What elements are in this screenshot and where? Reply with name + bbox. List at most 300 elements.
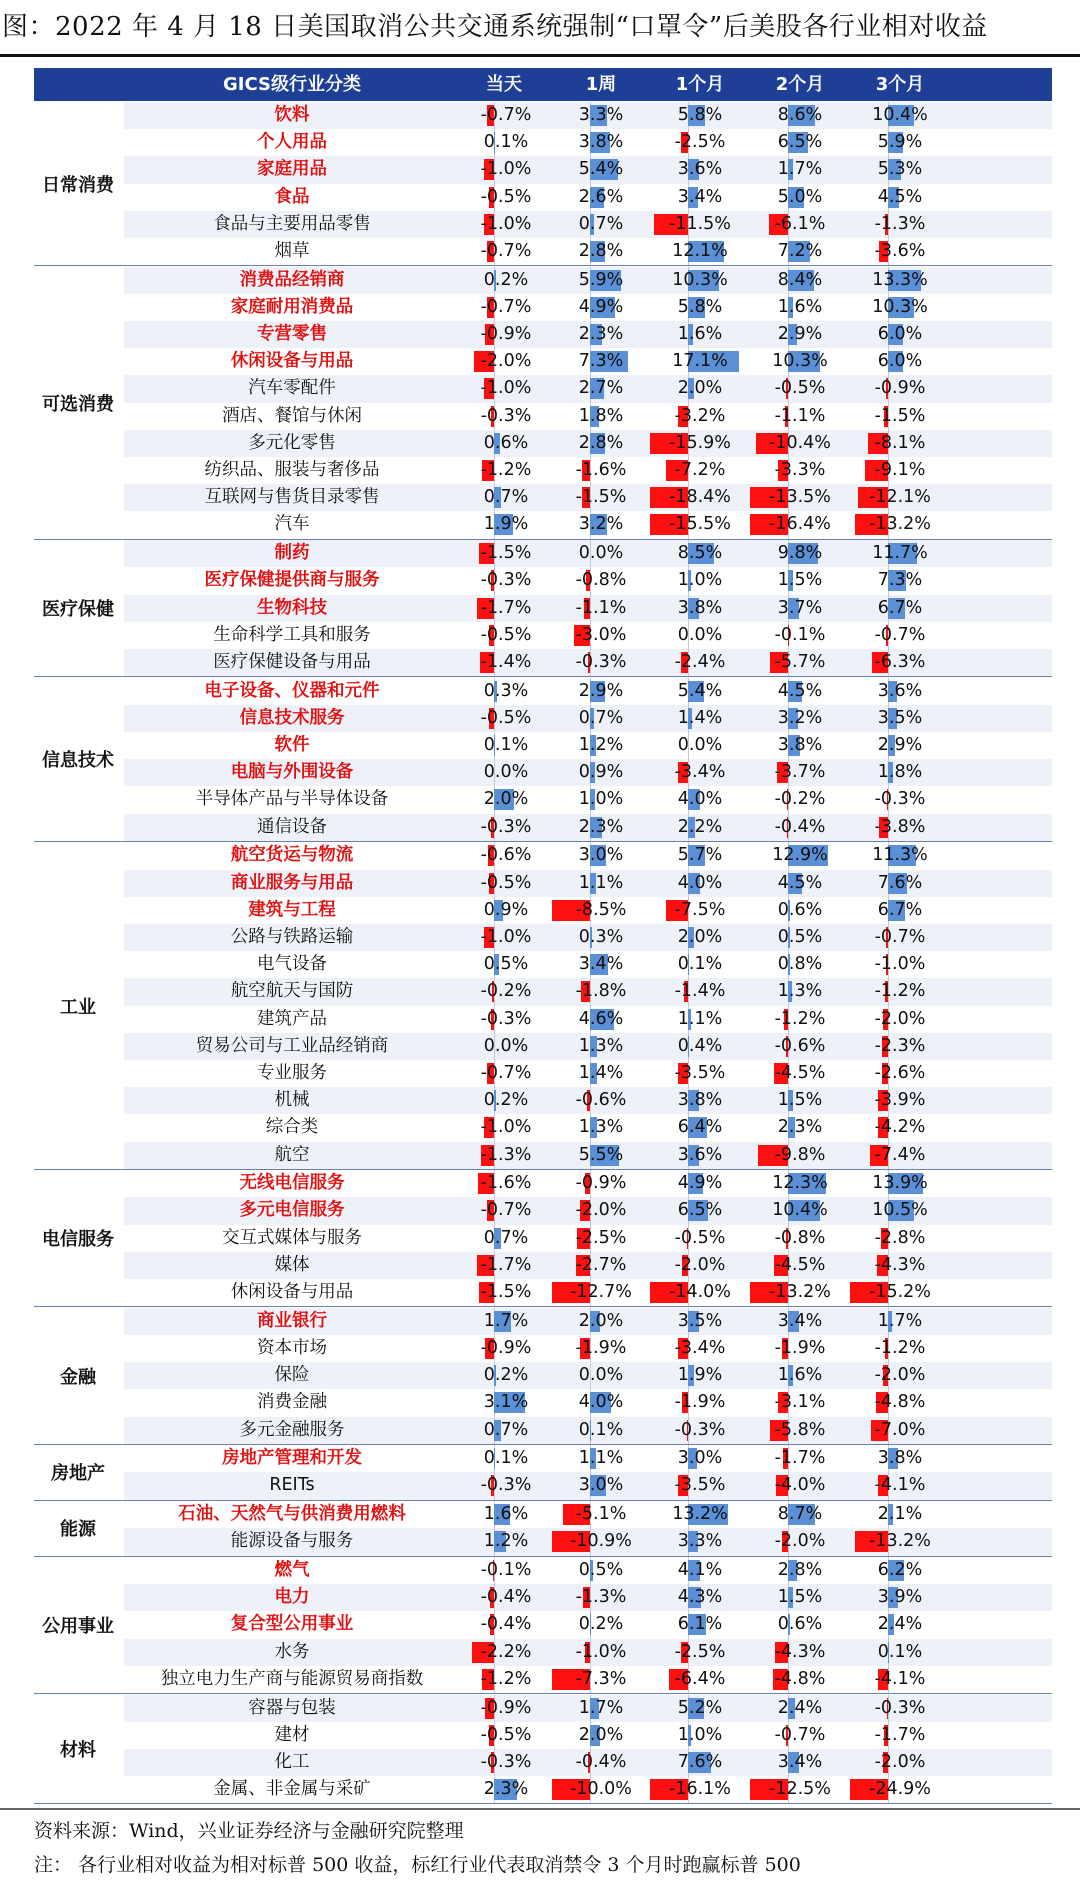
value-label: 0.7%: [483, 1227, 529, 1248]
value-label: -9.1%: [874, 460, 926, 481]
value-cell: [460, 649, 552, 676]
value-cell: [750, 540, 850, 567]
value-label: 2.0%: [578, 1724, 624, 1745]
industry-name: 保险: [274, 1365, 310, 1386]
header-5: 3个月: [875, 74, 925, 95]
value-label: 11.3%: [872, 845, 928, 866]
value-cell: [750, 1472, 850, 1499]
value-cell: [460, 595, 552, 622]
value-label: 3.6%: [877, 680, 923, 701]
value-label: 1.1%: [578, 1448, 624, 1469]
value-label: 4.5%: [777, 680, 823, 701]
industry-name: 家庭耐用消费品: [230, 296, 354, 317]
value-cell: [750, 1557, 850, 1584]
value-cell: [460, 897, 552, 924]
value-cell: [850, 705, 950, 732]
value-label: -6.3%: [874, 651, 926, 672]
value-label: -3.4%: [674, 762, 726, 783]
value-label: 1.8%: [877, 762, 923, 783]
value-label: 3.1%: [483, 1392, 529, 1413]
table-row: [124, 430, 1052, 457]
value-label: 0.0%: [578, 1365, 624, 1386]
value-label: 7.3%: [877, 570, 923, 591]
value-cell: [750, 870, 850, 897]
value-cell: [650, 1279, 750, 1306]
value-cell: [650, 403, 750, 430]
table-row: [124, 567, 1052, 594]
value-label: 13.9%: [872, 1173, 928, 1194]
value-label: 3.6%: [677, 159, 723, 180]
value-label: -1.3%: [575, 1587, 627, 1608]
value-cell: [552, 1666, 650, 1693]
value-cell: [850, 897, 950, 924]
value-cell: [552, 924, 650, 951]
value-label: 0.2%: [483, 1365, 529, 1386]
value-cell: [460, 732, 552, 759]
value-cell: [750, 1362, 850, 1389]
value-cell: [750, 1279, 850, 1306]
value-cell: [750, 1776, 850, 1803]
value-label: -6.4%: [674, 1668, 726, 1689]
value-cell: [460, 1060, 552, 1087]
value-label: -1.7%: [874, 1724, 926, 1745]
value-cell: [460, 238, 552, 265]
group-2: [34, 540, 1052, 677]
value-cell: [552, 897, 650, 924]
value-cell: [850, 1033, 950, 1060]
value-label: 1.9%: [677, 1365, 723, 1386]
value-label: 6.1%: [677, 1614, 723, 1635]
value-label: 3.8%: [777, 735, 823, 756]
value-label: 5.5%: [578, 1144, 624, 1165]
table-row: [124, 1362, 1052, 1389]
value-label: 1.7%: [483, 1310, 529, 1331]
value-cell: [850, 156, 950, 183]
industry-name: 航空货运与物流: [230, 845, 354, 866]
value-cell: [552, 1557, 650, 1584]
value-label: -0.3%: [480, 1008, 532, 1029]
value-label: 0.7%: [578, 707, 624, 728]
value-label: 10.3%: [672, 269, 728, 290]
value-label: -0.3%: [874, 789, 926, 810]
value-cell: [750, 649, 850, 676]
industry-name: 交互式媒体与服务: [222, 1227, 362, 1248]
value-cell: [552, 457, 650, 484]
value-label: -1.6%: [575, 460, 627, 481]
value-cell: [552, 1472, 650, 1499]
value-cell: [460, 1006, 552, 1033]
value-label: 3.5%: [677, 1310, 723, 1331]
value-label: 0.1%: [483, 735, 529, 756]
industry-name: 软件: [274, 735, 310, 756]
industry-name: 电力: [274, 1587, 310, 1608]
group-label: 信息技术: [42, 750, 114, 772]
value-cell: [552, 1776, 650, 1803]
value-label: -2.8%: [874, 1227, 926, 1248]
value-cell: [552, 1308, 650, 1335]
value-cell: [552, 540, 650, 567]
value-cell: [460, 1749, 552, 1776]
value-label: 5.7%: [677, 845, 723, 866]
industry-name: 家庭用品: [257, 159, 327, 180]
value-cell: [750, 951, 850, 978]
value-label: 2.9%: [777, 324, 823, 345]
value-label: 2.8%: [777, 1560, 823, 1581]
header-2: 1周: [585, 74, 617, 95]
value-cell: [460, 403, 552, 430]
group-label: 医疗保健: [42, 599, 114, 621]
value-cell: [460, 567, 552, 594]
value-label: -5.8%: [774, 1419, 826, 1440]
value-cell: [552, 678, 650, 705]
value-label: -0.3%: [874, 1697, 926, 1718]
table-row: [124, 1279, 1052, 1306]
value-label: -0.3%: [480, 570, 532, 591]
value-cell: [750, 1501, 850, 1528]
table-row: [124, 924, 1052, 951]
value-cell: [850, 678, 950, 705]
value-label: 2.2%: [677, 816, 723, 837]
table-row: [124, 540, 1052, 567]
value-cell: [460, 1528, 552, 1555]
value-cell: [552, 1142, 650, 1169]
value-label: 4.5%: [877, 186, 923, 207]
value-cell: [552, 1749, 650, 1776]
value-label: 0.7%: [578, 213, 624, 234]
value-cell: [850, 1006, 950, 1033]
value-label: -0.9%: [575, 1173, 627, 1194]
value-label: 3.4%: [777, 1310, 823, 1331]
value-cell: [750, 622, 850, 649]
value-label: -0.3%: [480, 816, 532, 837]
value-label: 0.0%: [677, 624, 723, 645]
value-label: 4.0%: [677, 789, 723, 810]
value-cell: [460, 678, 552, 705]
value-cell: [552, 732, 650, 759]
value-cell: [850, 1501, 950, 1528]
value-cell: [552, 1060, 650, 1087]
table-row: [124, 1252, 1052, 1279]
value-cell: [850, 1722, 950, 1749]
value-cell: [850, 1417, 950, 1444]
value-cell: [750, 897, 850, 924]
value-cell: [750, 511, 850, 538]
value-cell: [650, 1170, 750, 1197]
table-row: [124, 1776, 1052, 1803]
industry-name: 通信设备: [257, 816, 327, 837]
value-cell: [460, 457, 552, 484]
value-cell: [460, 267, 552, 294]
value-label: -2.0%: [774, 1531, 826, 1552]
value-cell: [460, 511, 552, 538]
value-cell: [850, 978, 950, 1005]
value-label: -1.3%: [874, 213, 926, 234]
value-label: 17.1%: [672, 351, 728, 372]
value-label: -15.5%: [669, 514, 731, 535]
value-cell: [850, 457, 950, 484]
value-cell: [460, 348, 552, 375]
value-label: 0.2%: [578, 1614, 624, 1635]
group-label: 能源: [60, 1519, 96, 1541]
value-cell: [650, 1142, 750, 1169]
value-cell: [552, 1362, 650, 1389]
value-cell: [750, 1722, 850, 1749]
value-cell: [460, 1170, 552, 1197]
value-cell: [850, 1114, 950, 1141]
value-cell: [850, 1279, 950, 1306]
value-label: -11.5%: [669, 213, 731, 234]
value-label: 2.3%: [483, 1779, 529, 1800]
value-cell: [750, 267, 850, 294]
value-label: -0.7%: [480, 1200, 532, 1221]
value-cell: [750, 1197, 850, 1224]
value-label: 3.0%: [677, 1448, 723, 1469]
value-label: -2.0%: [575, 1200, 627, 1221]
value-cell: [750, 321, 850, 348]
value-cell: [650, 1006, 750, 1033]
table-row: [124, 1749, 1052, 1776]
table-row: [124, 102, 1052, 129]
group-label: 可选消费: [42, 393, 114, 415]
value-cell: [460, 1335, 552, 1362]
value-cell: [552, 786, 650, 813]
value-cell: [460, 1472, 552, 1499]
value-cell: [750, 457, 850, 484]
value-cell: [750, 211, 850, 238]
value-cell: [750, 375, 850, 402]
value-cell: [650, 814, 750, 841]
value-label: 5.2%: [677, 1697, 723, 1718]
value-cell: [750, 842, 850, 869]
value-label: 0.3%: [483, 680, 529, 701]
figure-title: 图：2022 年 4 月 18 日美国取消公共交通系统强制“口罩令”后美股各行业相对收益: [2, 12, 988, 42]
table-row: [124, 1695, 1052, 1722]
value-label: -1.0%: [575, 1641, 627, 1662]
value-cell: [850, 1695, 950, 1722]
value-cell: [650, 321, 750, 348]
value-label: 8.5%: [677, 543, 723, 564]
industry-name: 机械: [274, 1090, 310, 1111]
value-cell: [552, 1114, 650, 1141]
value-cell: [850, 1528, 950, 1555]
value-cell: [460, 978, 552, 1005]
value-label: -0.4%: [774, 816, 826, 837]
value-cell: [850, 294, 950, 321]
value-cell: [552, 1335, 650, 1362]
value-label: -3.9%: [874, 1090, 926, 1111]
value-cell: [552, 156, 650, 183]
value-cell: [750, 1749, 850, 1776]
value-cell: [650, 156, 750, 183]
value-label: 6.7%: [877, 899, 923, 920]
industry-name: 食品: [274, 186, 310, 207]
value-label: -1.0%: [480, 1117, 532, 1138]
value-cell: [460, 1501, 552, 1528]
value-cell: [850, 1335, 950, 1362]
value-label: 11.7%: [872, 543, 928, 564]
value-label: -1.9%: [575, 1337, 627, 1358]
value-label: 0.0%: [677, 735, 723, 756]
value-label: 3.0%: [578, 845, 624, 866]
value-cell: [650, 102, 750, 129]
value-cell: [460, 129, 552, 156]
value-label: 2.6%: [578, 186, 624, 207]
value-label: -1.6%: [480, 1173, 532, 1194]
value-cell: [552, 484, 650, 511]
value-label: 5.8%: [677, 296, 723, 317]
value-label: 2.8%: [578, 432, 624, 453]
value-cell: [650, 622, 750, 649]
industry-name: 汽车零配件: [248, 378, 336, 399]
value-label: -0.9%: [480, 1337, 532, 1358]
value-label: 5.9%: [578, 269, 624, 290]
value-label: 0.6%: [483, 432, 529, 453]
industry-name: 电气设备: [257, 954, 327, 975]
value-label: 1.3%: [578, 1117, 624, 1138]
group-label: 电信服务: [42, 1229, 114, 1251]
value-label: -9.8%: [774, 1144, 826, 1165]
value-label: -0.6%: [575, 1090, 627, 1111]
value-cell: [460, 705, 552, 732]
value-cell: [650, 1776, 750, 1803]
value-cell: [460, 1114, 552, 1141]
industry-name: 无线电信服务: [239, 1173, 345, 1194]
value-cell: [460, 1584, 552, 1611]
industry-name: 汽车: [274, 514, 310, 535]
group-1: [34, 267, 1052, 540]
value-label: -7.0%: [874, 1419, 926, 1440]
table-row: [124, 978, 1052, 1005]
value-cell: [850, 540, 950, 567]
value-label: 0.1%: [677, 954, 723, 975]
value-cell: [750, 1335, 850, 1362]
value-label: 6.4%: [677, 1117, 723, 1138]
value-cell: [460, 1611, 552, 1638]
industry-name: REITs: [269, 1475, 315, 1496]
value-label: -0.2%: [774, 789, 826, 810]
table-row: [124, 705, 1052, 732]
value-label: -18.4%: [669, 487, 731, 508]
value-cell: [552, 403, 650, 430]
value-cell: [460, 1308, 552, 1335]
industry-name: 休闲设备与用品: [230, 351, 354, 372]
industry-name: 水务: [274, 1641, 310, 1662]
table-row: [124, 1308, 1052, 1335]
table-row: [124, 457, 1052, 484]
value-label: 7.6%: [877, 872, 923, 893]
value-label: -0.6%: [774, 1035, 826, 1056]
value-label: 0.7%: [483, 487, 529, 508]
value-cell: [750, 759, 850, 786]
value-label: 4.3%: [677, 1587, 723, 1608]
value-label: -12.7%: [570, 1282, 632, 1303]
value-cell: [460, 1225, 552, 1252]
value-label: -2.0%: [874, 1008, 926, 1029]
value-cell: [650, 705, 750, 732]
value-cell: [460, 1417, 552, 1444]
value-cell: [460, 1776, 552, 1803]
value-cell: [460, 184, 552, 211]
value-label: 1.2%: [483, 1531, 529, 1552]
value-label: -0.8%: [575, 570, 627, 591]
value-cell: [650, 595, 750, 622]
industry-name: 建材: [274, 1724, 310, 1745]
value-label: 2.0%: [677, 378, 723, 399]
value-label: -2.0%: [674, 1254, 726, 1275]
value-cell: [650, 897, 750, 924]
value-cell: [850, 1557, 950, 1584]
value-label: -1.9%: [674, 1392, 726, 1413]
value-label: -0.7%: [480, 1062, 532, 1083]
value-label: -0.2%: [480, 981, 532, 1002]
table-row: [124, 1006, 1052, 1033]
industry-name: 商业服务与用品: [230, 872, 354, 893]
value-cell: [552, 842, 650, 869]
value-cell: [552, 321, 650, 348]
value-cell: [552, 1197, 650, 1224]
industry-name: 信息技术服务: [239, 707, 345, 728]
value-label: 6.5%: [677, 1200, 723, 1221]
value-label: 2.7%: [578, 378, 624, 399]
value-label: -1.4%: [674, 981, 726, 1002]
value-label: -1.0%: [480, 926, 532, 947]
value-cell: [650, 1666, 750, 1693]
value-label: -1.2%: [874, 1337, 926, 1358]
value-cell: [460, 1389, 552, 1416]
value-cell: [850, 375, 950, 402]
table-row: [124, 814, 1052, 841]
value-cell: [650, 484, 750, 511]
group-label: 房地产: [51, 1463, 105, 1485]
value-cell: [552, 1389, 650, 1416]
value-label: -0.9%: [480, 324, 532, 345]
value-label: -1.2%: [480, 1668, 532, 1689]
table-row: [124, 375, 1052, 402]
value-label: 4.9%: [578, 296, 624, 317]
value-cell: [460, 484, 552, 511]
value-cell: [850, 1749, 950, 1776]
value-cell: [650, 540, 750, 567]
value-cell: [750, 732, 850, 759]
value-cell: [552, 1501, 650, 1528]
value-label: -1.4%: [480, 651, 532, 672]
value-cell: [750, 102, 850, 129]
value-label: 0.1%: [578, 1419, 624, 1440]
value-cell: [650, 1335, 750, 1362]
value-label: 2.0%: [578, 1310, 624, 1331]
value-label: 1.8%: [578, 405, 624, 426]
value-cell: [460, 321, 552, 348]
industry-name: 专营零售: [257, 324, 327, 345]
table-row: [124, 1611, 1052, 1638]
industry-name: 商业银行: [257, 1310, 327, 1331]
value-cell: [850, 924, 950, 951]
value-label: -4.3%: [774, 1641, 826, 1662]
industry-name: 酒店、餐馆与休闲: [222, 405, 362, 426]
value-label: 1.5%: [777, 570, 823, 591]
value-label: -0.5%: [480, 872, 532, 893]
table-row: [124, 1197, 1052, 1224]
value-label: -10.9%: [570, 1531, 632, 1552]
value-label: 0.9%: [483, 899, 529, 920]
value-cell: [850, 511, 950, 538]
value-cell: [552, 649, 650, 676]
table-row: [124, 1557, 1052, 1584]
value-cell: [552, 267, 650, 294]
footer-rule: [0, 1808, 1080, 1810]
value-label: -2.7%: [575, 1254, 627, 1275]
value-label: 10.5%: [872, 1200, 928, 1221]
